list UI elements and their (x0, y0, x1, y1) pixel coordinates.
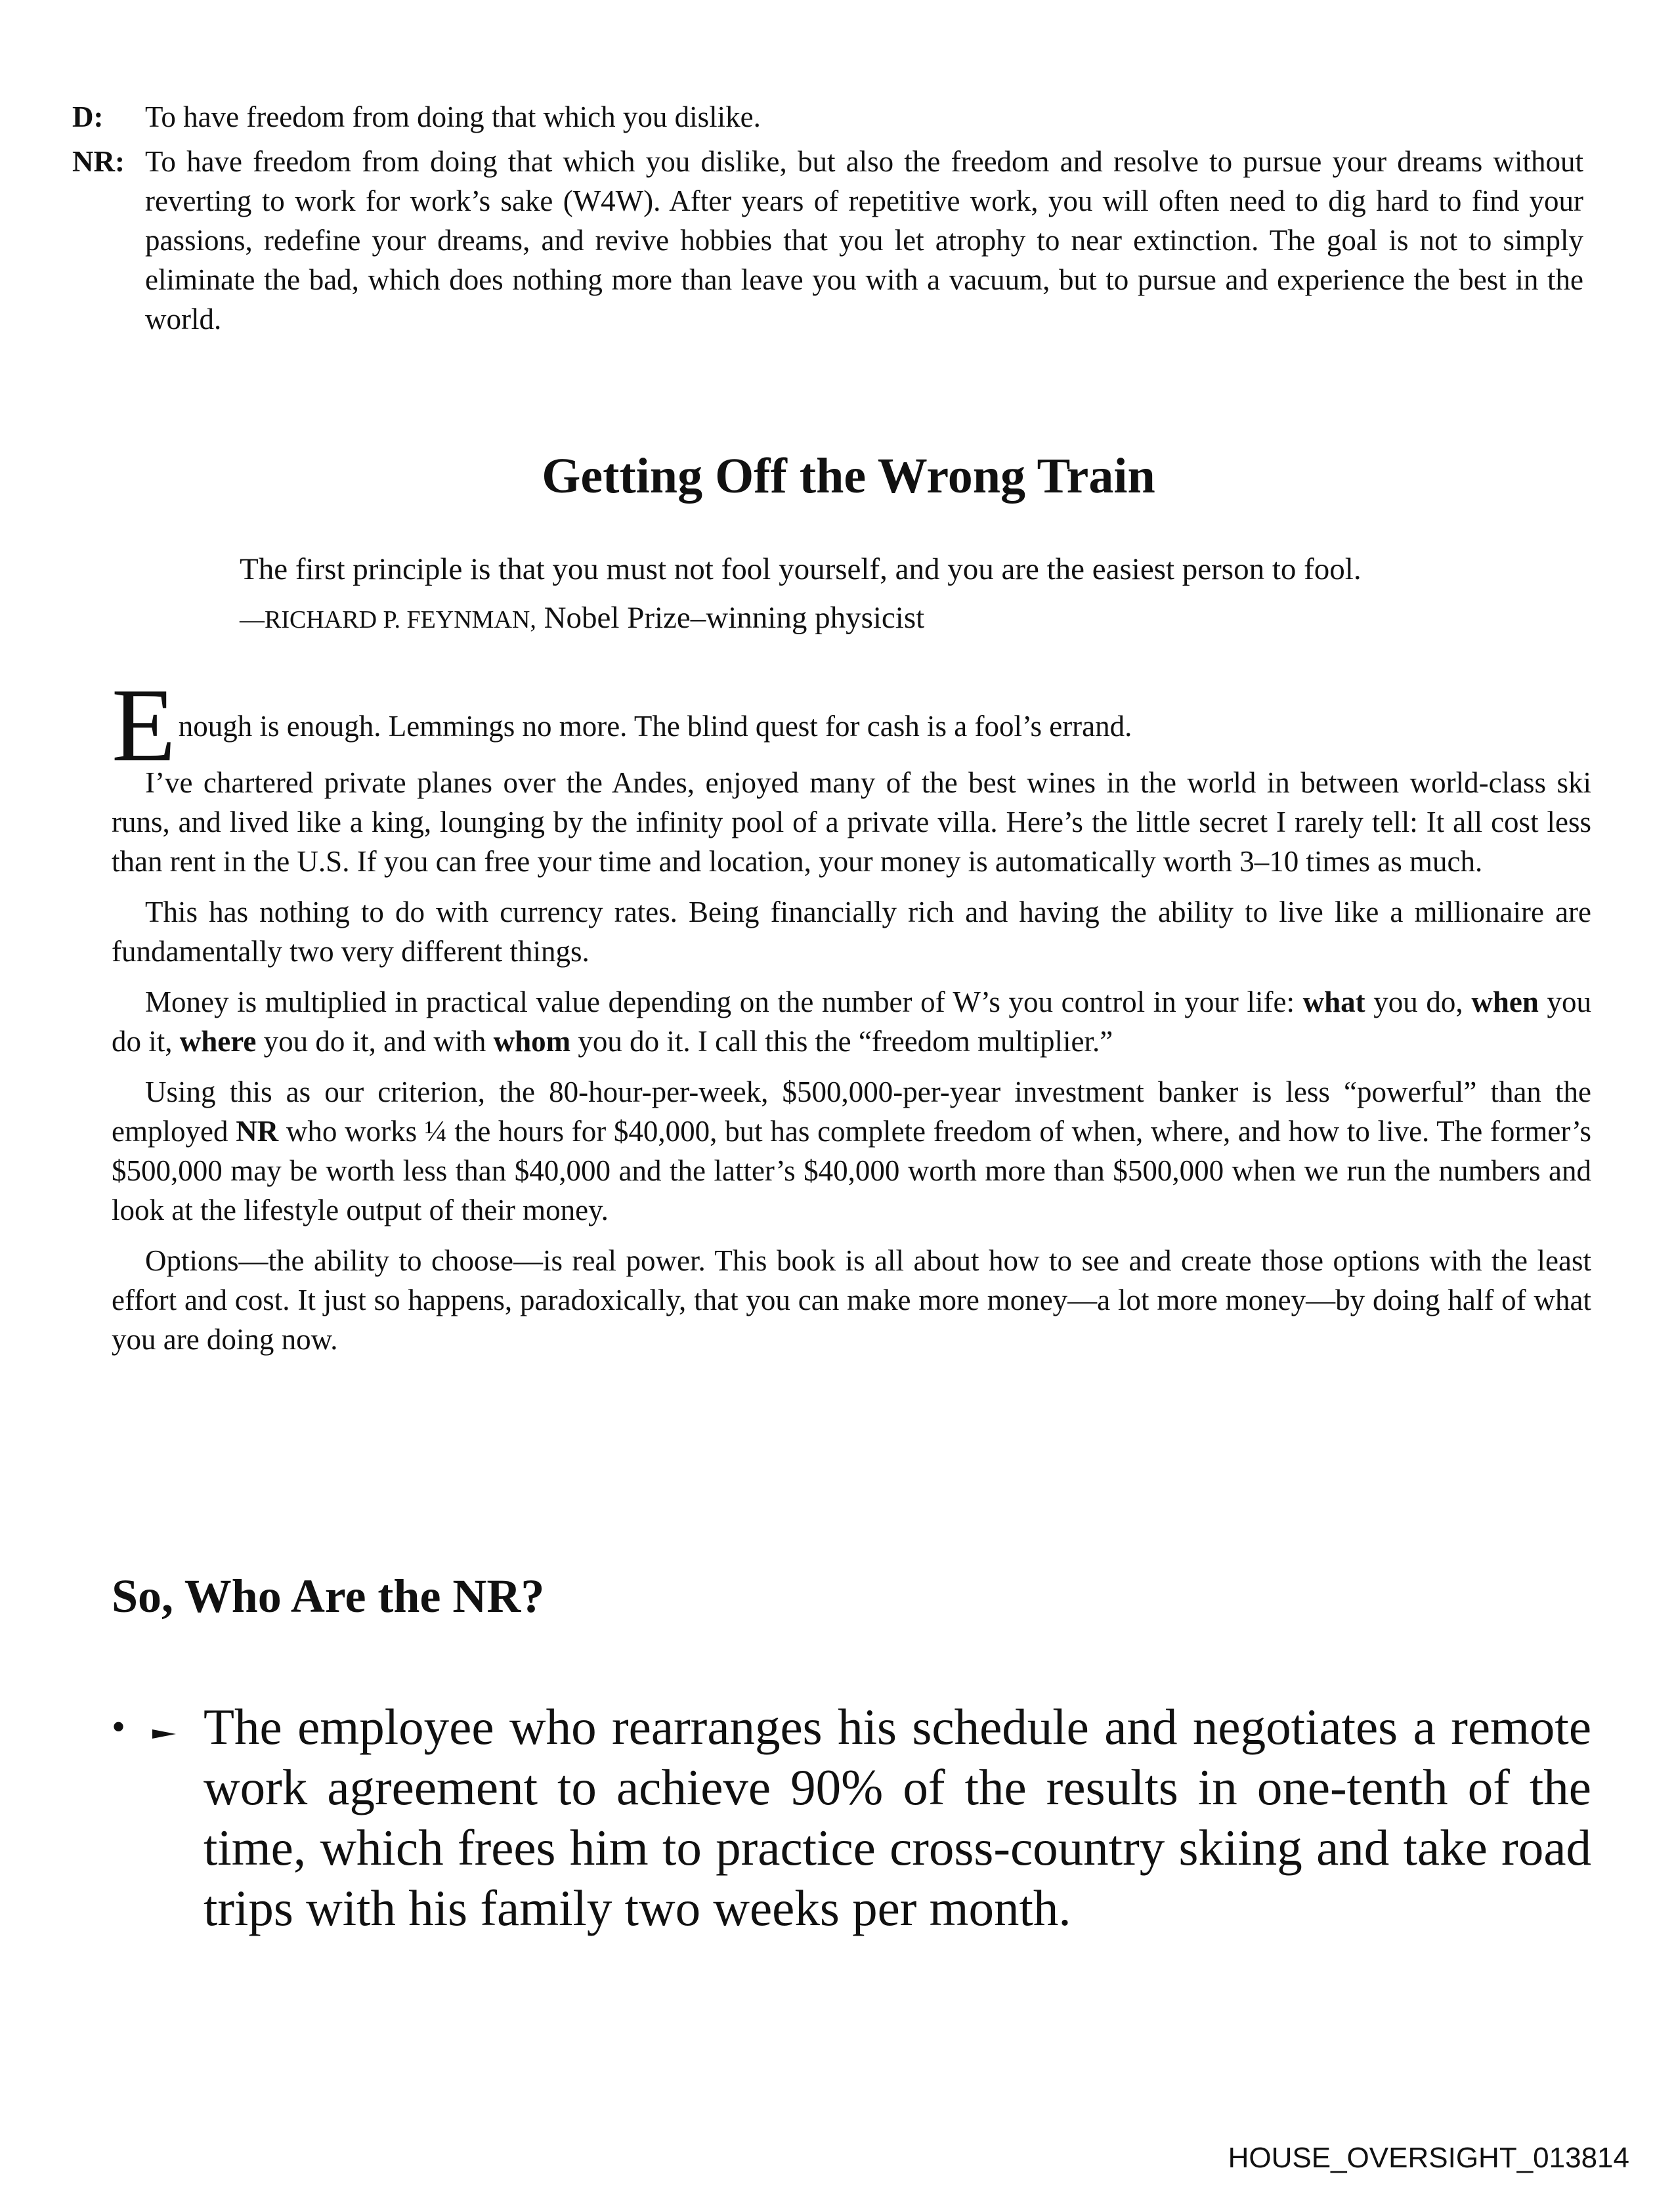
definition-d (72, 97, 1583, 137)
paragraph (112, 1072, 1591, 1230)
bullet-list (112, 1697, 1591, 1938)
text: you do, (1365, 986, 1472, 1018)
definition-nr (72, 142, 1583, 339)
drop-cap: E (112, 666, 176, 783)
list-item-text: The employee who rearranges his schedule and negotiates a remote work agreement to achieve 90% of the results in one-tenth of the time, which frees him to practice cross-country skiing and take road trips with his family two weeks per month. (204, 1699, 1591, 1936)
emphasis: when (1471, 986, 1539, 1018)
emphasis: NR (236, 1115, 279, 1148)
emphasis: whom (493, 1025, 571, 1058)
section-heading: Getting Off the Wrong Train (542, 448, 1155, 504)
definition-key: D: (72, 100, 104, 133)
text: you do it. I call this the “freedom multiplier.” (570, 1025, 1113, 1058)
text: who works ¼ the hours for $40,000, but has complete freedom of when, where, and how to live. The former’s $500,000 may be worth less than $40,000 and the latter’s $40,000 worth more than $500,000 when we run the numbers and look at the lifestyle output of their money. (112, 1115, 1592, 1226)
text: Using this as our criterion, the 80-hour-per-week, $500,000-per-year investment banker is less “powerful” than the employed (112, 1075, 1591, 1148)
definitions (72, 97, 1583, 344)
bullet-icon: • (112, 1705, 126, 1748)
list-item (112, 1697, 1591, 1938)
paragraph (112, 982, 1591, 1061)
text: Money is multiplied in practical value depending on the number of W’s you control in your life: (145, 986, 1303, 1018)
section-body (112, 666, 1592, 1370)
opening-paragraph (112, 666, 1591, 783)
paragraph: This has nothing to do with currency rates. Being financially rich and having the ability to live like a millionaire are fundamentally two very different things. (112, 896, 1591, 968)
opening-line: nough is enough. Lemmings no more. The blind quest for cash is a fool’s errand. (178, 710, 1132, 743)
attribution-name: —RICHARD P. FEYNMAN, (240, 606, 536, 634)
text: you do it, and with (256, 1025, 494, 1058)
quote-text: The first principle is that you must not fool yourself, and you are the easiest person to fool. (240, 552, 1362, 586)
text: you do it, (112, 986, 1591, 1058)
emphasis: what (1302, 986, 1365, 1018)
paragraph: Options—the ability to choose—is real power. This book is all about how to see and create those options with the least effort and cost. It just so happens, paradoxically, that you can make more money—a lot more money—by doing half of what you are doing now. (112, 1244, 1591, 1356)
paragraph: I’ve chartered private planes over the Andes, enjoyed many of the best wines in the world in between world-class ski runs, and lived like a king, lounging by the infinity pool of a private villa. Here’s the little secret I rarely tell: It all cost less than rent in the U.S. If you can free your time and location, your money is automatically worth 3–10 times as much. (112, 766, 1591, 878)
quote-attribution (240, 594, 1362, 644)
definition-text: To have freedom from doing that which you dislike, but also the freedom and resolve to pursue your dreams without reverting to work for work’s sake (W4W). After years of repetitive work, you will often need to dig hard to find your passions, redefine your dreams, and revive hobbies that you let atrophy to near extinction. The goal is not to simply eliminate the bad, which does nothing more than leave you with a vacuum, but to pursue and experience the best in the world. (145, 145, 1583, 336)
definition-key: NR: (72, 145, 125, 178)
arrow-icon (138, 1697, 204, 1938)
attribution-desc: Nobel Prize–winning physicist (544, 601, 925, 635)
definition-text: To have freedom from doing that which you dislike. (145, 100, 761, 133)
emphasis: where (179, 1025, 257, 1058)
document-id: HOUSE_OVERSIGHT_013814 (1228, 2142, 1629, 2174)
subsection-heading: So, Who Are the NR? (112, 1570, 545, 1622)
epigraph (240, 545, 1362, 644)
